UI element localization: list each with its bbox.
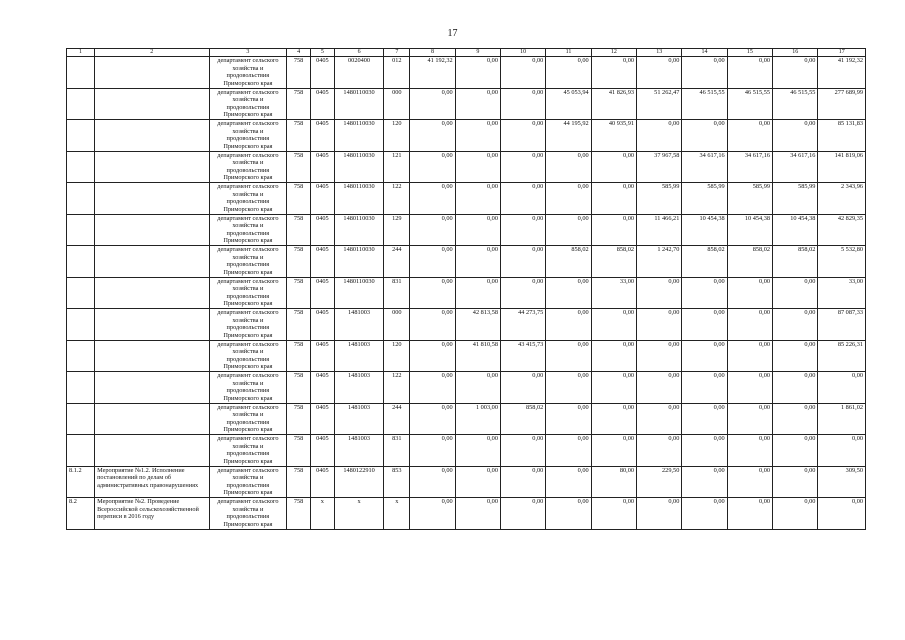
table-row bbox=[67, 246, 866, 278]
table-cell-col-5: x bbox=[310, 498, 334, 530]
table-cell-col-6: 1480110030 bbox=[334, 120, 384, 152]
table-cell-col-2 bbox=[95, 120, 209, 152]
table-cell-col-8: 0,00 bbox=[410, 309, 455, 341]
table-cell-col-12: 0,00 bbox=[591, 151, 636, 183]
table-row bbox=[67, 435, 866, 467]
table-cell-col-2 bbox=[95, 309, 209, 341]
table-cell-col-16: 0,00 bbox=[773, 466, 818, 498]
table-cell-col-14: 0,00 bbox=[682, 435, 727, 467]
column-header-7: 7 bbox=[384, 49, 410, 57]
table-cell-col-17: 0,00 bbox=[818, 372, 866, 404]
table-cell-col-15: 0,00 bbox=[727, 466, 772, 498]
table-cell-col-16: 585,99 bbox=[773, 183, 818, 215]
table-cell-col-3: департамент сельского хозяйства и продовольствия Приморского края bbox=[209, 151, 287, 183]
table-cell-col-17: 2 343,96 bbox=[818, 183, 866, 215]
table-cell-col-2 bbox=[95, 214, 209, 246]
table-cell-col-15: 0,00 bbox=[727, 309, 772, 341]
table-cell-col-10: 858,02 bbox=[500, 403, 545, 435]
table-row bbox=[67, 277, 866, 309]
table-cell-col-12: 33,00 bbox=[591, 277, 636, 309]
table-cell-col-17: 277 689,99 bbox=[818, 88, 866, 120]
table-cell-col-1 bbox=[67, 372, 95, 404]
table-cell-col-17: 0,00 bbox=[818, 435, 866, 467]
table-cell-col-16: 0,00 bbox=[773, 403, 818, 435]
table-cell-col-12: 0,00 bbox=[591, 340, 636, 372]
table-cell-col-13: 51 262,47 bbox=[637, 88, 682, 120]
table-cell-col-16: 46 515,55 bbox=[773, 88, 818, 120]
table-cell-col-6: 1481003 bbox=[334, 309, 384, 341]
table-cell-col-14: 858,02 bbox=[682, 246, 727, 278]
table-cell-col-11: 0,00 bbox=[546, 309, 591, 341]
table-cell-col-9: 0,00 bbox=[455, 214, 500, 246]
table-cell-col-12: 0,00 bbox=[591, 435, 636, 467]
table-cell-col-14: 0,00 bbox=[682, 498, 727, 530]
table-cell-col-2 bbox=[95, 151, 209, 183]
table-cell-col-13: 37 967,58 bbox=[637, 151, 682, 183]
table-row bbox=[67, 214, 866, 246]
table-row bbox=[67, 57, 866, 89]
table-cell-col-3: департамент сельского хозяйства и продовольствия Приморского края bbox=[209, 435, 287, 467]
table-cell-col-16: 0,00 bbox=[773, 57, 818, 89]
table-cell-col-9: 0,00 bbox=[455, 183, 500, 215]
table-cell-col-14: 10 454,38 bbox=[682, 214, 727, 246]
table-cell-col-10: 0,00 bbox=[500, 277, 545, 309]
table-cell-col-2 bbox=[95, 277, 209, 309]
table-cell-col-15: 46 515,55 bbox=[727, 88, 772, 120]
table-cell-col-13: 229,50 bbox=[637, 466, 682, 498]
table-cell-col-14: 46 515,55 bbox=[682, 88, 727, 120]
table-cell-col-8: 0,00 bbox=[410, 403, 455, 435]
column-header-15: 15 bbox=[727, 49, 772, 57]
table-cell-col-7: 831 bbox=[384, 435, 410, 467]
column-header-17: 17 bbox=[818, 49, 866, 57]
table-header-row bbox=[67, 49, 866, 57]
table-cell-col-13: 0,00 bbox=[637, 120, 682, 152]
table-cell-col-11: 0,00 bbox=[546, 57, 591, 89]
table-cell-col-8: 0,00 bbox=[410, 498, 455, 530]
table-cell-col-4: 758 bbox=[287, 498, 311, 530]
table-cell-col-8: 0,00 bbox=[410, 151, 455, 183]
table-cell-col-2 bbox=[95, 246, 209, 278]
table-cell-col-9: 42 813,58 bbox=[455, 309, 500, 341]
table-cell-col-9: 0,00 bbox=[455, 151, 500, 183]
table-cell-col-4: 758 bbox=[287, 88, 311, 120]
table-cell-col-11: 0,00 bbox=[546, 340, 591, 372]
table-cell-col-12: 41 826,93 bbox=[591, 88, 636, 120]
table-cell-col-1: 8.1.2 bbox=[67, 466, 95, 498]
table-cell-col-3: департамент сельского хозяйства и продовольствия Приморского края bbox=[209, 466, 287, 498]
table-cell-col-15: 0,00 bbox=[727, 57, 772, 89]
column-header-16: 16 bbox=[773, 49, 818, 57]
table-cell-col-17: 41 192,32 bbox=[818, 57, 866, 89]
table-cell-col-6: 1480110030 bbox=[334, 88, 384, 120]
table-cell-col-16: 858,02 bbox=[773, 246, 818, 278]
table-cell-col-3: департамент сельского хозяйства и продовольствия Приморского края bbox=[209, 498, 287, 530]
table-cell-col-10: 0,00 bbox=[500, 466, 545, 498]
column-header-2: 2 bbox=[95, 49, 209, 57]
table-cell-col-14: 0,00 bbox=[682, 309, 727, 341]
column-header-8: 8 bbox=[410, 49, 455, 57]
table-cell-col-3: департамент сельского хозяйства и продовольствия Приморского края bbox=[209, 88, 287, 120]
column-header-12: 12 bbox=[591, 49, 636, 57]
table-cell-col-8: 0,00 bbox=[410, 246, 455, 278]
table-cell-col-5: 0405 bbox=[310, 403, 334, 435]
table-cell-col-3: департамент сельского хозяйства и продовольствия Приморского края bbox=[209, 57, 287, 89]
table-cell-col-7: 122 bbox=[384, 183, 410, 215]
table-cell-col-8: 41 192,32 bbox=[410, 57, 455, 89]
table-cell-col-5: 0405 bbox=[310, 88, 334, 120]
table-cell-col-1 bbox=[67, 277, 95, 309]
table-cell-col-14: 585,99 bbox=[682, 183, 727, 215]
table-cell-col-7: 244 bbox=[384, 246, 410, 278]
table-cell-col-17: 85 226,31 bbox=[818, 340, 866, 372]
table-cell-col-8: 0,00 bbox=[410, 435, 455, 467]
table-cell-col-9: 0,00 bbox=[455, 498, 500, 530]
table-cell-col-6: 1480110030 bbox=[334, 151, 384, 183]
table-row bbox=[67, 183, 866, 215]
table-cell-col-3: департамент сельского хозяйства и продовольствия Приморского края bbox=[209, 372, 287, 404]
table-cell-col-1 bbox=[67, 183, 95, 215]
table-cell-col-5: 0405 bbox=[310, 340, 334, 372]
table-cell-col-9: 0,00 bbox=[455, 277, 500, 309]
table-cell-col-3: департамент сельского хозяйства и продовольствия Приморского края bbox=[209, 246, 287, 278]
table-cell-col-9: 0,00 bbox=[455, 57, 500, 89]
table-cell-col-12: 0,00 bbox=[591, 214, 636, 246]
table-cell-col-8: 0,00 bbox=[410, 372, 455, 404]
table-cell-col-14: 0,00 bbox=[682, 277, 727, 309]
table-cell-col-9: 0,00 bbox=[455, 246, 500, 278]
table-cell-col-11: 0,00 bbox=[546, 277, 591, 309]
table-cell-col-7: 000 bbox=[384, 309, 410, 341]
table-row bbox=[67, 466, 866, 498]
table-cell-col-10: 44 273,75 bbox=[500, 309, 545, 341]
table-cell-col-11: 0,00 bbox=[546, 372, 591, 404]
column-header-9: 9 bbox=[455, 49, 500, 57]
table-cell-col-14: 0,00 bbox=[682, 403, 727, 435]
table-cell-col-3: департамент сельского хозяйства и продовольствия Приморского края bbox=[209, 183, 287, 215]
table-cell-col-8: 0,00 bbox=[410, 88, 455, 120]
table-cell-col-7: 244 bbox=[384, 403, 410, 435]
table-cell-col-14: 0,00 bbox=[682, 57, 727, 89]
table-cell-col-16: 0,00 bbox=[773, 120, 818, 152]
column-header-4: 4 bbox=[287, 49, 311, 57]
table-cell-col-11: 0,00 bbox=[546, 498, 591, 530]
table-cell-col-3: департамент сельского хозяйства и продовольствия Приморского края bbox=[209, 214, 287, 246]
table-cell-col-8: 0,00 bbox=[410, 277, 455, 309]
table-cell-col-11: 0,00 bbox=[546, 183, 591, 215]
table-cell-col-15: 0,00 bbox=[727, 498, 772, 530]
table-cell-col-7: 120 bbox=[384, 340, 410, 372]
table-cell-col-4: 758 bbox=[287, 151, 311, 183]
table-cell-col-9: 0,00 bbox=[455, 372, 500, 404]
table-cell-col-7: x bbox=[384, 498, 410, 530]
table-cell-col-3: департамент сельского хозяйства и продовольствия Приморского края bbox=[209, 120, 287, 152]
table-cell-col-14: 0,00 bbox=[682, 120, 727, 152]
table-cell-col-1: 8.2 bbox=[67, 498, 95, 530]
table-cell-col-2: Мероприятие №2. Проведение Всероссийской сельскохозяйственной переписи в 2016 году bbox=[95, 498, 209, 530]
table-body bbox=[67, 57, 866, 530]
table-cell-col-13: 0,00 bbox=[637, 340, 682, 372]
table-cell-col-12: 858,02 bbox=[591, 246, 636, 278]
table-cell-col-11: 858,02 bbox=[546, 246, 591, 278]
page-number: 17 bbox=[447, 28, 458, 39]
table-cell-col-1 bbox=[67, 309, 95, 341]
table-cell-col-6: 1481003 bbox=[334, 435, 384, 467]
table-cell-col-14: 0,00 bbox=[682, 466, 727, 498]
table-cell-col-10: 0,00 bbox=[500, 246, 545, 278]
table-cell-col-15: 0,00 bbox=[727, 120, 772, 152]
table-row bbox=[67, 403, 866, 435]
table-cell-col-5: 0405 bbox=[310, 151, 334, 183]
table-cell-col-7: 121 bbox=[384, 151, 410, 183]
table-cell-col-7: 122 bbox=[384, 372, 410, 404]
table-row bbox=[67, 372, 866, 404]
table-cell-col-10: 0,00 bbox=[500, 183, 545, 215]
table-cell-col-8: 0,00 bbox=[410, 120, 455, 152]
table-cell-col-2 bbox=[95, 435, 209, 467]
table-cell-col-7: 012 bbox=[384, 57, 410, 89]
column-header-3: 3 bbox=[209, 49, 287, 57]
table-cell-col-1 bbox=[67, 120, 95, 152]
table-cell-col-15: 34 617,16 bbox=[727, 151, 772, 183]
table-cell-col-2 bbox=[95, 88, 209, 120]
table-cell-col-11: 0,00 bbox=[546, 403, 591, 435]
table-cell-col-7: 129 bbox=[384, 214, 410, 246]
table-cell-col-17: 0,00 bbox=[818, 498, 866, 530]
table-cell-col-2 bbox=[95, 372, 209, 404]
table-cell-col-6: 1480110030 bbox=[334, 246, 384, 278]
table-cell-col-15: 0,00 bbox=[727, 403, 772, 435]
table-cell-col-16: 0,00 bbox=[773, 435, 818, 467]
table-cell-col-11: 0,00 bbox=[546, 466, 591, 498]
table-cell-col-7: 120 bbox=[384, 120, 410, 152]
table-cell-col-11: 0,00 bbox=[546, 151, 591, 183]
table-row bbox=[67, 498, 866, 530]
table-cell-col-11: 45 053,94 bbox=[546, 88, 591, 120]
table-cell-col-6: 1481003 bbox=[334, 340, 384, 372]
table-cell-col-4: 758 bbox=[287, 372, 311, 404]
table-cell-col-4: 758 bbox=[287, 277, 311, 309]
table-cell-col-12: 0,00 bbox=[591, 498, 636, 530]
table-cell-col-16: 0,00 bbox=[773, 340, 818, 372]
table-cell-col-8: 0,00 bbox=[410, 466, 455, 498]
table-cell-col-13: 0,00 bbox=[637, 498, 682, 530]
table-cell-col-4: 758 bbox=[287, 214, 311, 246]
table-cell-col-1 bbox=[67, 435, 95, 467]
table-cell-col-2 bbox=[95, 183, 209, 215]
table-cell-col-5: 0405 bbox=[310, 277, 334, 309]
table-cell-col-10: 0,00 bbox=[500, 151, 545, 183]
table-cell-col-6: 1480110030 bbox=[334, 214, 384, 246]
table-cell-col-12: 40 935,91 bbox=[591, 120, 636, 152]
table-cell-col-16: 0,00 bbox=[773, 277, 818, 309]
column-header-6: 6 bbox=[334, 49, 384, 57]
table-cell-col-12: 0,00 bbox=[591, 309, 636, 341]
table-cell-col-4: 758 bbox=[287, 340, 311, 372]
table-cell-col-4: 758 bbox=[287, 466, 311, 498]
table-cell-col-9: 0,00 bbox=[455, 435, 500, 467]
table-cell-col-10: 0,00 bbox=[500, 372, 545, 404]
table-cell-col-17: 42 829,35 bbox=[818, 214, 866, 246]
table-cell-col-12: 80,00 bbox=[591, 466, 636, 498]
table-cell-col-10: 0,00 bbox=[500, 498, 545, 530]
table-cell-col-4: 758 bbox=[287, 57, 311, 89]
table-cell-col-13: 11 466,21 bbox=[637, 214, 682, 246]
table-cell-col-2 bbox=[95, 403, 209, 435]
table-cell-col-5: 0405 bbox=[310, 372, 334, 404]
table-cell-col-13: 0,00 bbox=[637, 435, 682, 467]
table-cell-col-15: 0,00 bbox=[727, 372, 772, 404]
table-cell-col-13: 585,99 bbox=[637, 183, 682, 215]
table-cell-col-15: 0,00 bbox=[727, 277, 772, 309]
column-header-11: 11 bbox=[546, 49, 591, 57]
table-cell-col-4: 758 bbox=[287, 309, 311, 341]
table-row bbox=[67, 88, 866, 120]
column-header-10: 10 bbox=[500, 49, 545, 57]
table-cell-col-15: 10 454,38 bbox=[727, 214, 772, 246]
table-cell-col-4: 758 bbox=[287, 403, 311, 435]
table-cell-col-4: 758 bbox=[287, 246, 311, 278]
table-cell-col-5: 0405 bbox=[310, 57, 334, 89]
table-cell-col-3: департамент сельского хозяйства и продовольствия Приморского края bbox=[209, 309, 287, 341]
table-cell-col-6: 1481003 bbox=[334, 372, 384, 404]
table-cell-col-6: 1480110030 bbox=[334, 277, 384, 309]
table-cell-col-6: 1480122910 bbox=[334, 466, 384, 498]
table-cell-col-5: 0405 bbox=[310, 183, 334, 215]
table-cell-col-1 bbox=[67, 246, 95, 278]
table-cell-col-2 bbox=[95, 340, 209, 372]
table-cell-col-6: 1481003 bbox=[334, 403, 384, 435]
table-cell-col-11: 0,00 bbox=[546, 214, 591, 246]
table-cell-col-13: 0,00 bbox=[637, 372, 682, 404]
table-cell-col-4: 758 bbox=[287, 435, 311, 467]
table-cell-col-7: 853 bbox=[384, 466, 410, 498]
table-cell-col-9: 0,00 bbox=[455, 466, 500, 498]
table-cell-col-3: департамент сельского хозяйства и продовольствия Приморского края bbox=[209, 277, 287, 309]
table-cell-col-2 bbox=[95, 57, 209, 89]
table-cell-col-9: 0,00 bbox=[455, 120, 500, 152]
table-cell-col-17: 85 131,83 bbox=[818, 120, 866, 152]
table-row bbox=[67, 309, 866, 341]
table-cell-col-17: 33,00 bbox=[818, 277, 866, 309]
table-cell-col-5: 0405 bbox=[310, 120, 334, 152]
table-cell-col-9: 1 003,00 bbox=[455, 403, 500, 435]
table-cell-col-10: 0,00 bbox=[500, 214, 545, 246]
table-cell-col-10: 0,00 bbox=[500, 88, 545, 120]
table-cell-col-16: 0,00 bbox=[773, 309, 818, 341]
column-header-14: 14 bbox=[682, 49, 727, 57]
table-cell-col-14: 34 617,16 bbox=[682, 151, 727, 183]
table-cell-col-1 bbox=[67, 88, 95, 120]
table-cell-col-12: 0,00 bbox=[591, 403, 636, 435]
table-cell-col-7: 000 bbox=[384, 88, 410, 120]
table-cell-col-10: 0,00 bbox=[500, 435, 545, 467]
table-cell-col-8: 0,00 bbox=[410, 214, 455, 246]
table-cell-col-16: 0,00 bbox=[773, 372, 818, 404]
table-cell-col-17: 5 532,80 bbox=[818, 246, 866, 278]
table-cell-col-17: 141 819,06 bbox=[818, 151, 866, 183]
table-cell-col-10: 43 415,73 bbox=[500, 340, 545, 372]
table-cell-col-9: 0,00 bbox=[455, 88, 500, 120]
table-cell-col-14: 0,00 bbox=[682, 340, 727, 372]
table-cell-col-11: 0,00 bbox=[546, 435, 591, 467]
table-cell-col-12: 0,00 bbox=[591, 372, 636, 404]
table-cell-col-5: 0405 bbox=[310, 246, 334, 278]
table-cell-col-17: 309,50 bbox=[818, 466, 866, 498]
table-cell-col-17: 1 861,02 bbox=[818, 403, 866, 435]
table-cell-col-12: 0,00 bbox=[591, 57, 636, 89]
table-cell-col-2: Мероприятие №1.2. Исполнение постановлений по делам об административных правонарушениях bbox=[95, 466, 209, 498]
table-cell-col-16: 0,00 bbox=[773, 498, 818, 530]
column-header-5: 5 bbox=[310, 49, 334, 57]
table-cell-col-10: 0,00 bbox=[500, 120, 545, 152]
table-cell-col-17: 87 087,33 bbox=[818, 309, 866, 341]
table-cell-col-16: 10 454,38 bbox=[773, 214, 818, 246]
table-cell-col-6: 0020400 bbox=[334, 57, 384, 89]
table-cell-col-4: 758 bbox=[287, 120, 311, 152]
column-header-1: 1 bbox=[67, 49, 95, 57]
table-cell-col-6: x bbox=[334, 498, 384, 530]
table-cell-col-15: 858,02 bbox=[727, 246, 772, 278]
table-cell-col-15: 0,00 bbox=[727, 435, 772, 467]
table-cell-col-9: 41 810,58 bbox=[455, 340, 500, 372]
table-cell-col-16: 34 617,16 bbox=[773, 151, 818, 183]
table-row bbox=[67, 151, 866, 183]
table-cell-col-5: 0405 bbox=[310, 435, 334, 467]
table-cell-col-12: 0,00 bbox=[591, 183, 636, 215]
table-row bbox=[67, 120, 866, 152]
table-cell-col-5: 0405 bbox=[310, 214, 334, 246]
table-cell-col-13: 0,00 bbox=[637, 309, 682, 341]
table-row bbox=[67, 340, 866, 372]
table-cell-col-6: 1480110030 bbox=[334, 183, 384, 215]
table-cell-col-8: 0,00 bbox=[410, 183, 455, 215]
table-cell-col-5: 0405 bbox=[310, 309, 334, 341]
column-header-13: 13 bbox=[637, 49, 682, 57]
table-cell-col-14: 0,00 bbox=[682, 372, 727, 404]
table-cell-col-15: 585,99 bbox=[727, 183, 772, 215]
table-cell-col-1 bbox=[67, 57, 95, 89]
budget-table bbox=[66, 48, 866, 530]
table-cell-col-1 bbox=[67, 214, 95, 246]
table-cell-col-13: 1 242,70 bbox=[637, 246, 682, 278]
table-cell-col-1 bbox=[67, 403, 95, 435]
table-cell-col-10: 0,00 bbox=[500, 57, 545, 89]
table-cell-col-13: 0,00 bbox=[637, 277, 682, 309]
table-cell-col-8: 0,00 bbox=[410, 340, 455, 372]
table-cell-col-7: 831 bbox=[384, 277, 410, 309]
table-cell-col-11: 44 195,92 bbox=[546, 120, 591, 152]
table-cell-col-4: 758 bbox=[287, 183, 311, 215]
table-cell-col-5: 0405 bbox=[310, 466, 334, 498]
table-cell-col-15: 0,00 bbox=[727, 340, 772, 372]
table-cell-col-13: 0,00 bbox=[637, 57, 682, 89]
table-cell-col-1 bbox=[67, 340, 95, 372]
table-cell-col-3: департамент сельского хозяйства и продовольствия Приморского края bbox=[209, 403, 287, 435]
table-cell-col-3: департамент сельского хозяйства и продовольствия Приморского края bbox=[209, 340, 287, 372]
table-cell-col-1 bbox=[67, 151, 95, 183]
table-cell-col-13: 0,00 bbox=[637, 403, 682, 435]
